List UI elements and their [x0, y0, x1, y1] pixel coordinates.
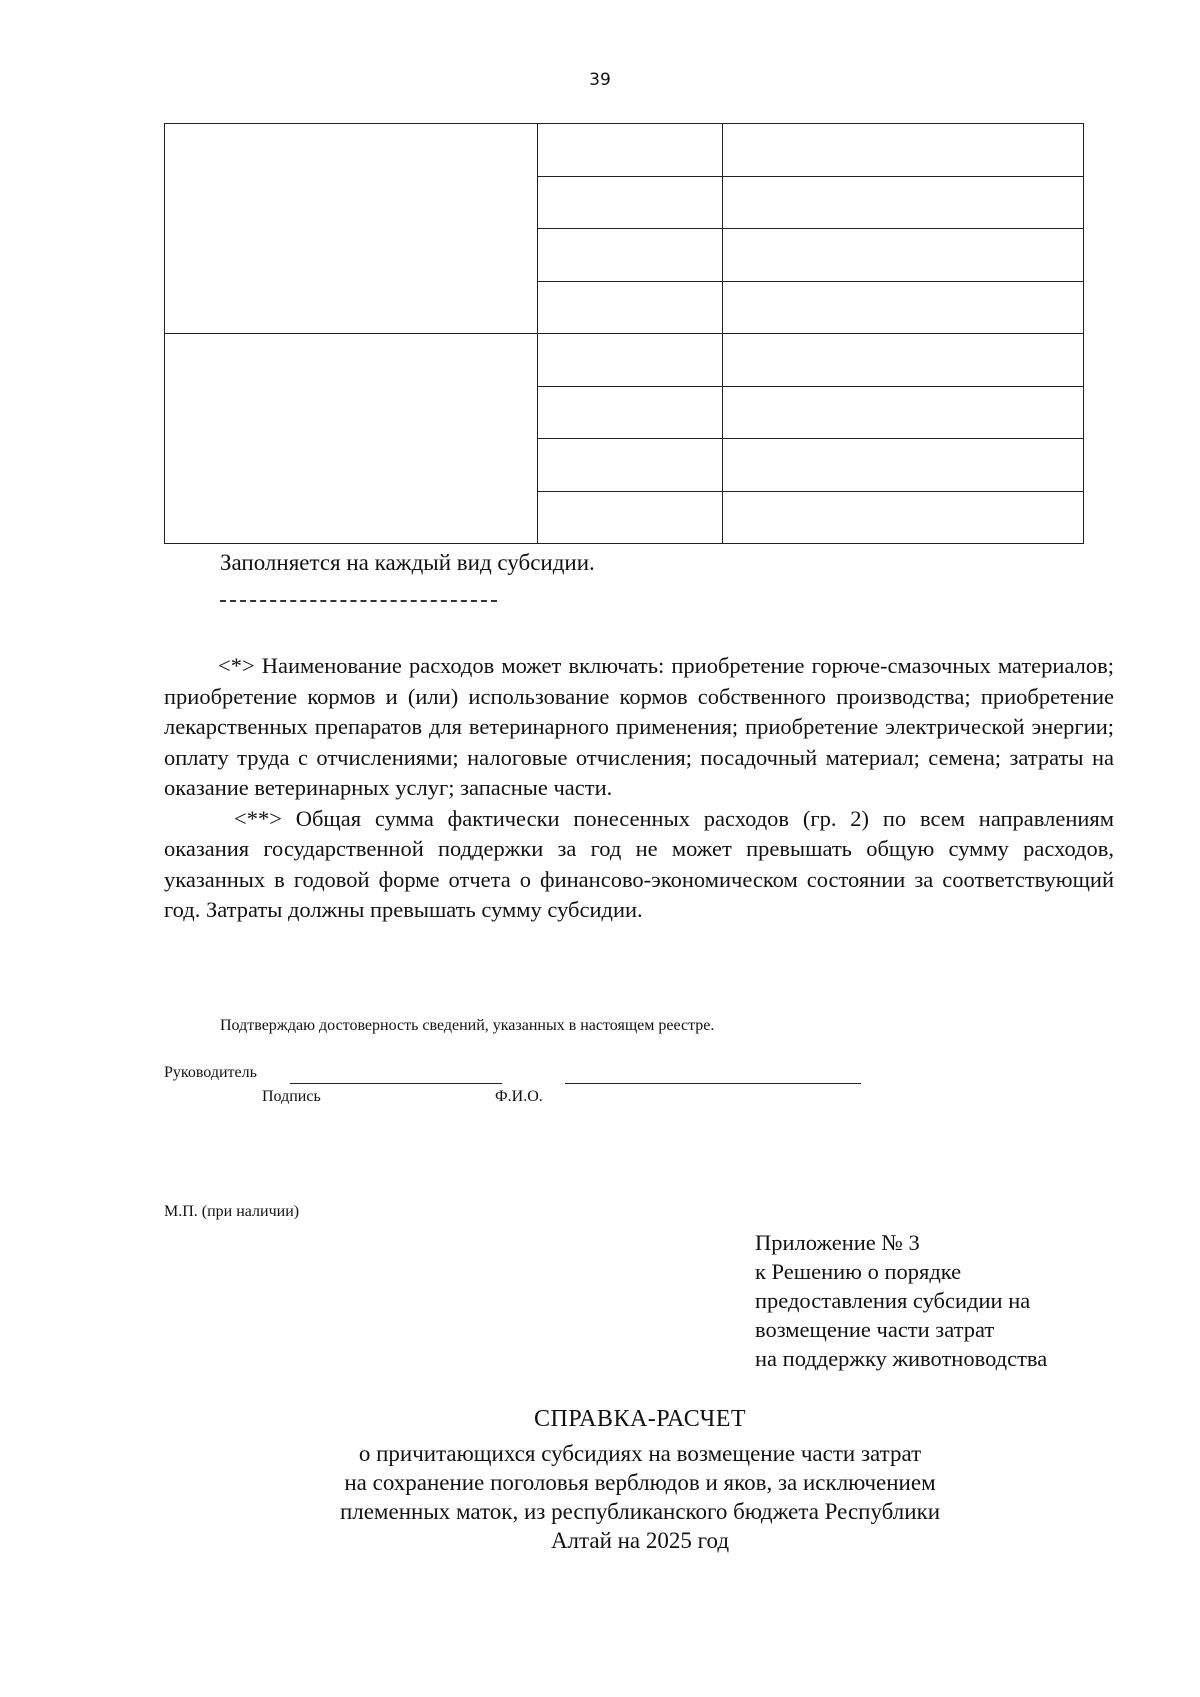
confirmation-text: Подтверждаю достоверность сведений, указанных в настоящем реестре.: [220, 1017, 715, 1034]
table-cell: [538, 334, 723, 387]
table-row: [165, 334, 1084, 387]
table-cell: [723, 124, 1084, 177]
document-title: СПРАВКА-РАСЧЕТ: [533, 1406, 747, 1432]
group-cell: [165, 124, 538, 334]
subtitle-line: Алтай на 2025 год: [550, 1528, 730, 1553]
appendix-line: возмещение части затрат: [755, 1317, 995, 1342]
name-caption: Ф.И.О.: [495, 1088, 543, 1105]
footnote-1: <*> Наименование расходов может включать: приобретение горюче-смазочных материалов; приобретение кормов и (или) использование кормов собственного производства; приобретение лекарственных препаратов для ветеринарного применения; приобретение электрической энергии; оплату труда с отчислениями; налоговые отчисления; посадочный материал; семена; затраты на оказание ветеринарных услуг; запасные части.: [164, 653, 1114, 800]
table-cell: [723, 386, 1084, 439]
table-cell: [723, 229, 1084, 282]
appendix-line: предоставления субсидии на: [755, 1288, 1031, 1313]
document-subtitle: [200, 1439, 1080, 1555]
appendix-block: [755, 1228, 1047, 1373]
table-cell: [538, 229, 723, 282]
table-cell: [723, 439, 1084, 492]
table-cell: [538, 281, 723, 334]
stamp-note: М.П. (при наличии): [164, 1203, 300, 1220]
group-cell: [165, 334, 538, 544]
signature-line: [290, 1083, 502, 1084]
appendix-line: к Решению о порядке: [755, 1259, 962, 1284]
table-cell: [723, 281, 1084, 334]
footnote-2: <**> Общая сумма фактически понесенных расходов (гр. 2) по всем направлениям оказания государственной поддержки за год не может превышать общую сумму расходов, указанных в годовой форме отчета о финансово-экономическом состоянии за соответствующий год. Затраты должны превышать сумму субсидии.: [164, 805, 1114, 922]
subtitle-line: племенных маток, из республиканского бюджета Республики: [339, 1499, 941, 1524]
head-label: Руководитель: [164, 1064, 257, 1081]
signature-caption: Подпись: [262, 1088, 321, 1105]
expenses-table: [164, 123, 1084, 544]
appendix-line: на поддержку животноводства: [755, 1346, 1048, 1371]
table-cell: [538, 439, 723, 492]
table-cell: [538, 491, 723, 544]
subtitle-line: на сохранение поголовья верблюдов и яков, за исключением: [344, 1470, 936, 1495]
footnotes: [164, 651, 1114, 926]
table-cell: [538, 386, 723, 439]
table-cell: [538, 176, 723, 229]
appendix-line: Приложение № 3: [755, 1230, 920, 1255]
table-cell: [723, 176, 1084, 229]
footnote-separator: [220, 600, 497, 602]
table-cell: [538, 124, 723, 177]
name-line: [565, 1083, 861, 1084]
table-cell: [723, 491, 1084, 544]
table-cell: [723, 334, 1084, 387]
page-number: 39: [589, 70, 611, 90]
fill-note: Заполняется на каждый вид субсидии.: [220, 550, 595, 575]
table-row: [165, 124, 1084, 177]
subtitle-line: о причитающихся субсидиях на возмещение части затрат: [358, 1441, 922, 1466]
